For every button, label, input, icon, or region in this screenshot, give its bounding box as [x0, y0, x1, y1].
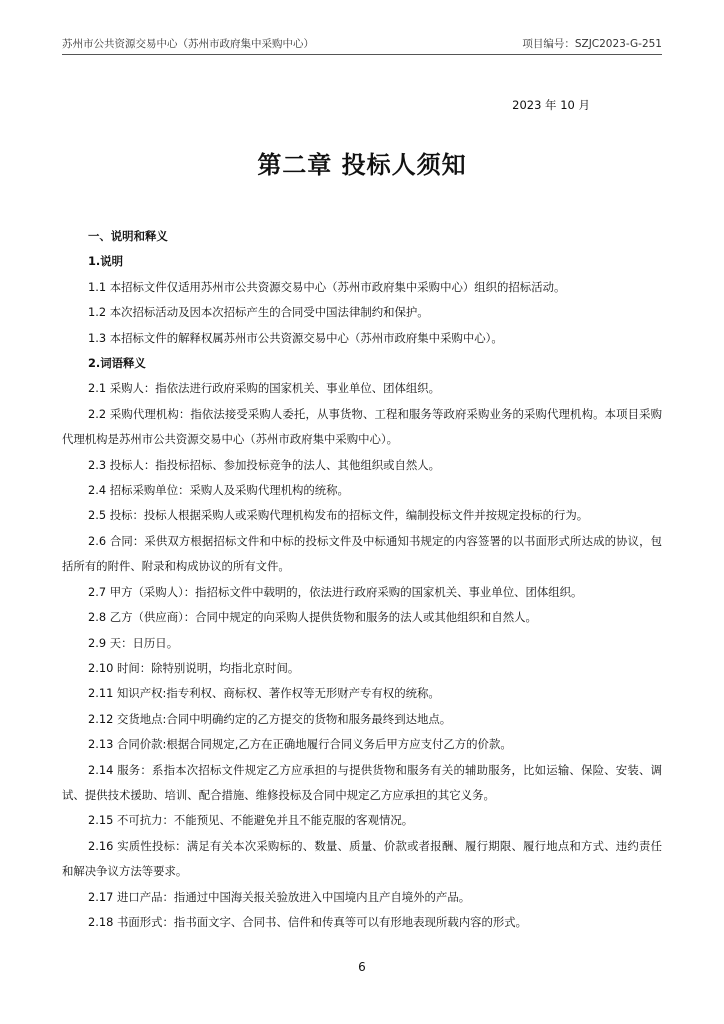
paragraph: 2.8 乙方（供应商）：合同中规定的向采购人提供货物和服务的法人或其他组织和自然人。: [88, 610, 537, 625]
paragraph: 2.17 进口产品：指通过中国海关报关验放进入中国境内且产自境外的产品。: [88, 889, 471, 904]
paragraph: 2.13 合同价款:根据合同规定,乙方在正确地履行合同义务后甲方应支付乙方的价款。: [88, 737, 512, 752]
paragraph: 2.16 实质性投标：满足有关本次采购标的、数量、质量、价款或者报酬、履行期限、履行地点和方式、违约责任和解决争议方法等要求。: [62, 838, 662, 879]
paragraph: 2.3 投标人：指投标招标、参加投标竞争的法人、其他组织或自然人。: [88, 457, 441, 472]
page-header: [62, 36, 662, 55]
header-project-number: 项目编号：SZJC2023-G-251: [522, 38, 662, 50]
paragraph: 2.5 投标：投标人根据采购人或采购代理机构发布的招标文件，编制投标文件并按规定投标的行为。: [88, 508, 589, 523]
paragraph: 1.1 本招标文件仅适用苏州市公共资源交易中心（苏州市政府集中采购中心）组织的招标活动。: [88, 279, 566, 294]
paragraph: 2.7 甲方（采购人）：指招标文件中载明的，依法进行政府采购的国家机关、事业单位、团体组织。: [88, 584, 583, 599]
paragraph: 2.15 不可抗力：不能预见、不能避免并且不能克服的客观情况。: [88, 813, 414, 828]
paragraph: 2.14 服务：系指本次招标文件规定乙方应承担的与提供货物和服务有关的辅助服务，比如运输、保险、安装、调试、提供技术援助、培训、配合措施、维修投标及合同中规定乙方应承担的其它义务。: [62, 762, 662, 802]
paragraph: 2.6 合同：采供双方根据招标文件和中标的投标文件及中标通知书规定的内容签署的以书面形式所达成的协议，包括所有的附件、附录和构成协议的所有文件。: [62, 533, 662, 574]
body-text: [62, 224, 662, 935]
paragraph: 1.3 本招标文件的解释权属苏州市公共资源交易中心（苏州市政府集中采购中心）。: [88, 330, 503, 345]
paragraph: 2.18 书面形式：指书面文字、合同书、信件和传真等可以有形地表现所载内容的形式。: [88, 914, 528, 929]
paragraph: 2.10 时间：除特别说明，均指北京时间。: [88, 660, 300, 675]
paragraph: 2.11 知识产权:指专利权、商标权、著作权等无形财产专有权的统称。: [88, 686, 440, 701]
subsection-heading: 1.说明: [88, 254, 124, 269]
subsection-heading: 2.词语释义: [88, 356, 146, 371]
paragraph: 2.2 采购代理机构：指依法接受采购人委托，从事货物、工程和服务等政府采购业务的采购代理机构。本项目采购代理机构是苏州市公共资源交易中心（苏州市政府集中采购中心）。: [62, 406, 662, 447]
paragraph: 2.12 交货地点:合同中明确约定的乙方提交的货物和服务最终到达地点。: [88, 711, 452, 726]
paragraph: 2.9 天：日历日。: [88, 635, 179, 650]
header-org: 苏州市公共资源交易中心（苏州市政府集中采购中心）: [62, 38, 314, 50]
paragraph: 1.2 本次招标活动及因本次招标产生的合同受中国法律制约和保护。: [88, 305, 429, 320]
page-number: 6: [358, 960, 366, 974]
paragraph: 2.1 采购人：指依法进行政府采购的国家机关、事业单位、团体组织。: [88, 381, 441, 396]
chapter-title: 第二章 投标人须知: [257, 151, 467, 179]
document-date: 2023 年 10 月: [512, 98, 590, 112]
paragraph: 2.4 招标采购单位：采购人及采购代理机构的统称。: [88, 483, 349, 498]
section-heading: 一、说明和释义: [88, 229, 168, 243]
